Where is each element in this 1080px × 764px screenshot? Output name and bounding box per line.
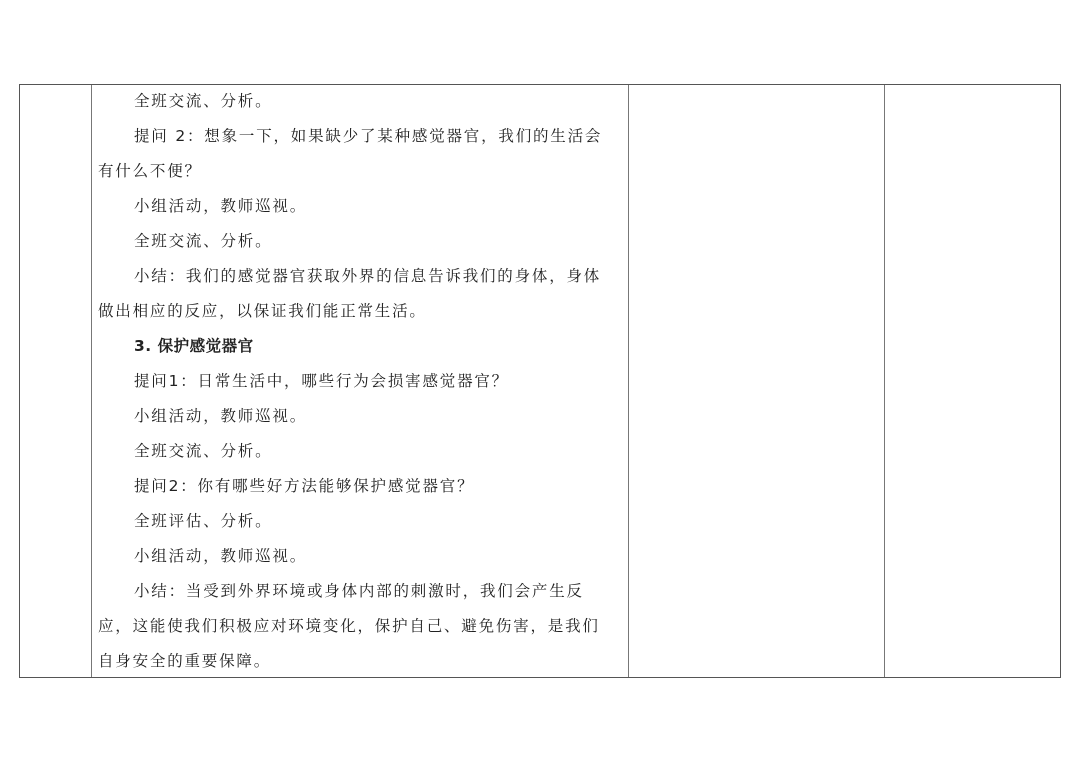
text-line: 提问 2：想象一下，如果缺少了某种感觉器官，我们的生活会	[134, 127, 603, 145]
text-line: 全班交流、分析。	[134, 442, 273, 460]
text-line: 小结：我们的感觉器官获取外界的信息告诉我们的身体，身体	[134, 267, 602, 285]
text-line: 做出相应的反应，以保证我们能正常生活。	[98, 302, 427, 320]
text-line: 提问2：你有哪些好方法能够保护感觉器官？	[134, 477, 475, 495]
text-line: 小组活动，教师巡视。	[134, 547, 308, 565]
text-line: 应，这能使我们积极应对环境变化，保护自己、避免伤害，是我们	[98, 617, 600, 635]
text-line: 有什么不便？	[98, 162, 202, 180]
column-divider-1	[91, 85, 92, 677]
column-divider-3	[884, 85, 885, 677]
activity-cell	[98, 84, 626, 679]
text-line: 自身安全的重要保障。	[98, 652, 272, 670]
section-heading: 3. 保护感觉器官	[134, 337, 254, 355]
text-line: 小组活动，教师巡视。	[134, 407, 308, 425]
text-line: 全班交流、分析。	[134, 232, 273, 250]
text-line: 小结：当受到外界环境或身体内部的刺激时，我们会产生反	[134, 582, 584, 600]
text-line: 提问1：日常生活中，哪些行为会损害感觉器官？	[134, 372, 509, 390]
text-line: 全班交流、分析。	[134, 92, 273, 110]
column-divider-2	[628, 85, 629, 677]
text-line: 小组活动，教师巡视。	[134, 197, 308, 215]
text-line: 全班评估、分析。	[134, 512, 273, 530]
